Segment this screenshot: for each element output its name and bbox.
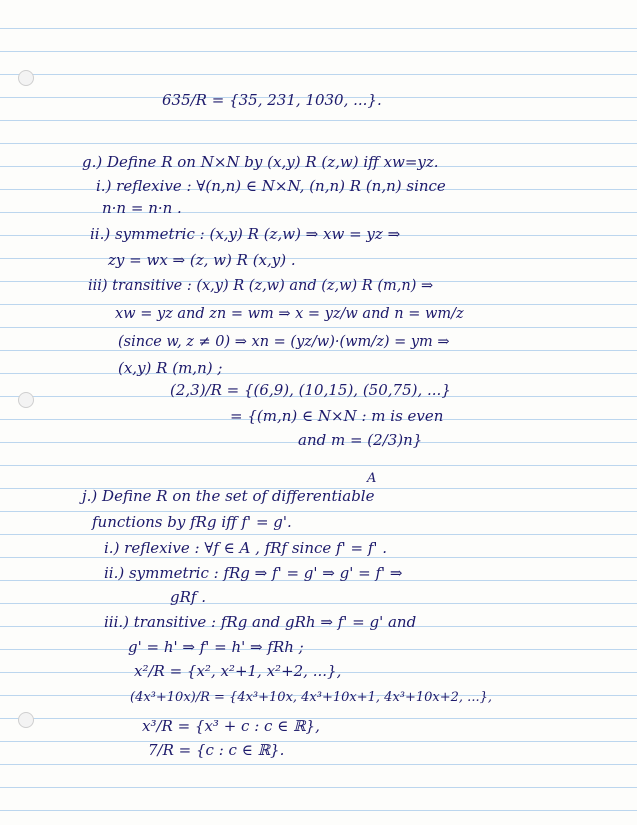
handwritten-line: 635/R = {35, 231, 1030, ...}. bbox=[162, 91, 382, 109]
handwritten-line: (x,y) R (m,n) ; bbox=[118, 359, 223, 377]
handwritten-line: i.) reflexive : ∀(n,n) ∈ N×N, (n,n) R (n,n) since bbox=[96, 177, 446, 195]
handwritten-line: g.) Define R on N×N by (x,y) R (z,w) iff xw=yz. bbox=[82, 153, 439, 171]
handwritten-line: i.) reflexive : ∀f ∈ A , fRf since f' = f' . bbox=[104, 539, 388, 557]
handwritten-line: (2,3)/R = {(6,9), (10,15), (50,75), ...} bbox=[170, 381, 451, 399]
handwritten-line: x²/R = {x², x²+1, x²+2, ...}, bbox=[134, 662, 342, 680]
binder-hole bbox=[18, 392, 34, 408]
binder-hole bbox=[18, 70, 34, 86]
handwritten-line: = {(m,n) ∈ N×N : m is even bbox=[230, 407, 444, 425]
insertion-mark-label: A bbox=[367, 471, 377, 486]
handwritten-line: iii.) transitive : fRg and gRh ⇒ f' = g' and bbox=[104, 613, 417, 631]
handwritten-line: ii.) symmetric : (x,y) R (z,w) ⇒ xw = yz ⇒ bbox=[90, 225, 401, 243]
handwritten-line: and m = (2/3)n} bbox=[298, 431, 423, 449]
binder-hole bbox=[18, 712, 34, 728]
handwritten-line: (since w, z ≠ 0) ⇒ xn = (yz/w)·(wm/z) = ym ⇒ bbox=[118, 334, 450, 350]
handwritten-line: (4x³+10x)/R = {4x³+10x, 4x³+10x+1, 4x³+10x+2, ...}, bbox=[130, 690, 492, 705]
handwritten-line: x³/R = {x³ + c : c ∈ ℝ}, bbox=[142, 717, 320, 735]
handwritten-line: zy = wx ⇒ (z, w) R (x,y) . bbox=[108, 251, 296, 269]
handwritten-line: functions by fRg iff f' = g'. bbox=[92, 513, 292, 531]
handwritten-line: 7/R = {c : c ∈ ℝ}. bbox=[148, 741, 285, 759]
handwritten-line: ii.) symmetric : fRg ⇒ f' = g' ⇒ g' = f' ⇒ bbox=[104, 564, 403, 582]
handwritten-line: xw = yz and zn = wm ⇒ x = yz/w and n = wm/z bbox=[115, 306, 464, 322]
handwritten-line: iii) transitive : (x,y) R (z,w) and (z,w) R (m,n) ⇒ bbox=[88, 278, 434, 294]
handwritten-line: n·n = n·n . bbox=[102, 199, 182, 217]
handwritten-line: gRf . bbox=[170, 588, 206, 606]
handwritten-line: g' = h' ⇒ f' = h' ⇒ fRh ; bbox=[128, 638, 304, 656]
handwritten-line: j.) Define R on the set of differentiable bbox=[82, 487, 375, 505]
